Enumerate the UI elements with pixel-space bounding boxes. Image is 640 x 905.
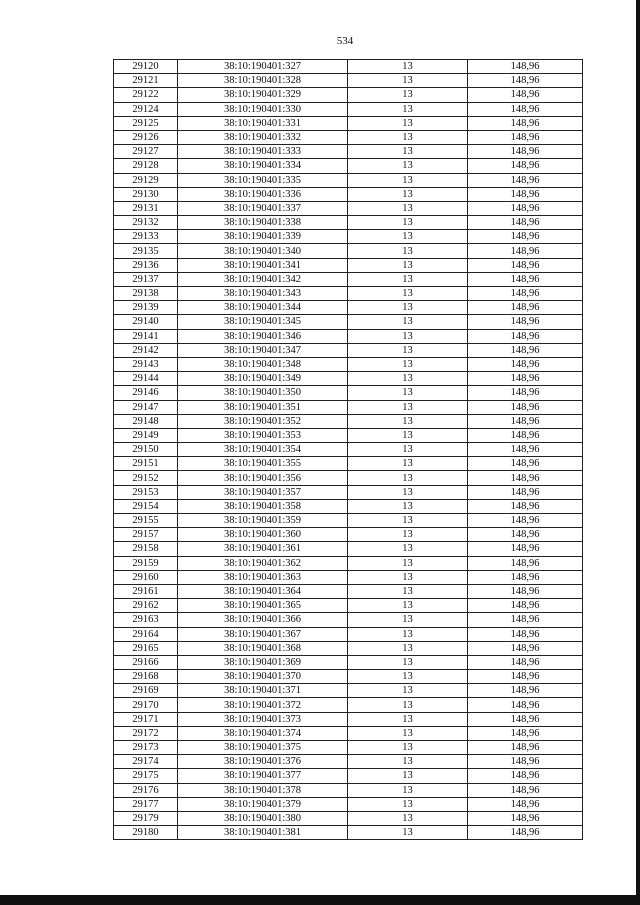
count-cell: 13	[348, 287, 468, 301]
cadastral-number-cell: 38:10:190401:350	[178, 386, 348, 400]
row-number-cell: 29141	[114, 329, 178, 343]
value-cell: 148,96	[468, 428, 583, 442]
table-row	[114, 272, 583, 286]
value-cell: 148,96	[468, 783, 583, 797]
table-row	[114, 287, 583, 301]
cadastral-number-cell: 38:10:190401:343	[178, 287, 348, 301]
row-number-cell: 29180	[114, 826, 178, 840]
count-cell: 13	[348, 159, 468, 173]
cadastral-number-cell: 38:10:190401:341	[178, 258, 348, 272]
table-row	[114, 655, 583, 669]
row-number-cell: 29150	[114, 443, 178, 457]
value-cell: 148,96	[468, 414, 583, 428]
table-row	[114, 457, 583, 471]
value-cell: 148,96	[468, 556, 583, 570]
value-cell: 148,96	[468, 570, 583, 584]
row-number-cell: 29155	[114, 514, 178, 528]
row-number-cell: 29160	[114, 570, 178, 584]
count-cell: 13	[348, 145, 468, 159]
value-cell: 148,96	[468, 471, 583, 485]
row-number-cell: 29120	[114, 60, 178, 74]
count-cell: 13	[348, 826, 468, 840]
cadastral-number-cell: 38:10:190401:375	[178, 741, 348, 755]
count-cell: 13	[348, 783, 468, 797]
value-cell: 148,96	[468, 159, 583, 173]
row-number-cell: 29139	[114, 301, 178, 315]
value-cell: 148,96	[468, 584, 583, 598]
value-cell: 148,96	[468, 684, 583, 698]
count-cell: 13	[348, 670, 468, 684]
count-cell: 13	[348, 698, 468, 712]
table-row	[114, 712, 583, 726]
table-row	[114, 60, 583, 74]
value-cell: 148,96	[468, 244, 583, 258]
cadastral-number-cell: 38:10:190401:339	[178, 230, 348, 244]
count-cell: 13	[348, 173, 468, 187]
count-cell: 13	[348, 258, 468, 272]
row-number-cell: 29152	[114, 471, 178, 485]
value-cell: 148,96	[468, 60, 583, 74]
table-row	[114, 145, 583, 159]
table-row	[114, 258, 583, 272]
table-row	[114, 613, 583, 627]
cadastral-number-cell: 38:10:190401:378	[178, 783, 348, 797]
row-number-cell: 29164	[114, 627, 178, 641]
value-cell: 148,96	[468, 386, 583, 400]
count-cell: 13	[348, 684, 468, 698]
value-cell: 148,96	[468, 372, 583, 386]
row-number-cell: 29148	[114, 414, 178, 428]
row-number-cell: 29170	[114, 698, 178, 712]
row-number-cell: 29122	[114, 88, 178, 102]
table-row	[114, 130, 583, 144]
value-cell: 148,96	[468, 655, 583, 669]
cadastral-number-cell: 38:10:190401:363	[178, 570, 348, 584]
table-row	[114, 343, 583, 357]
count-cell: 13	[348, 641, 468, 655]
count-cell: 13	[348, 74, 468, 88]
count-cell: 13	[348, 726, 468, 740]
cadastral-number-cell: 38:10:190401:357	[178, 485, 348, 499]
row-number-cell: 29169	[114, 684, 178, 698]
table-row	[114, 514, 583, 528]
cadastral-number-cell: 38:10:190401:327	[178, 60, 348, 74]
count-cell: 13	[348, 655, 468, 669]
row-number-cell: 29151	[114, 457, 178, 471]
cadastral-number-cell: 38:10:190401:360	[178, 528, 348, 542]
table-row	[114, 443, 583, 457]
row-number-cell: 29142	[114, 343, 178, 357]
cadastral-number-cell: 38:10:190401:344	[178, 301, 348, 315]
table-row	[114, 116, 583, 130]
row-number-cell: 29125	[114, 116, 178, 130]
row-number-cell: 29154	[114, 499, 178, 513]
cadastral-number-cell: 38:10:190401:345	[178, 315, 348, 329]
value-cell: 148,96	[468, 343, 583, 357]
cadastral-number-cell: 38:10:190401:331	[178, 116, 348, 130]
cadastral-number-cell: 38:10:190401:379	[178, 797, 348, 811]
row-number-cell: 29130	[114, 187, 178, 201]
scan-edge-bottom	[0, 895, 640, 905]
cadastral-number-cell: 38:10:190401:355	[178, 457, 348, 471]
table-row	[114, 244, 583, 258]
row-number-cell: 29168	[114, 670, 178, 684]
count-cell: 13	[348, 386, 468, 400]
table-row	[114, 74, 583, 88]
count-cell: 13	[348, 570, 468, 584]
row-number-cell: 29140	[114, 315, 178, 329]
value-cell: 148,96	[468, 514, 583, 528]
table-row	[114, 797, 583, 811]
count-cell: 13	[348, 797, 468, 811]
table-row	[114, 428, 583, 442]
table-row	[114, 599, 583, 613]
cadastral-number-cell: 38:10:190401:353	[178, 428, 348, 442]
cadastral-number-cell: 38:10:190401:365	[178, 599, 348, 613]
row-number-cell: 29158	[114, 542, 178, 556]
count-cell: 13	[348, 627, 468, 641]
value-cell: 148,96	[468, 726, 583, 740]
row-number-cell: 29157	[114, 528, 178, 542]
count-cell: 13	[348, 457, 468, 471]
table-row	[114, 570, 583, 584]
cadastral-number-cell: 38:10:190401:361	[178, 542, 348, 556]
cadastral-number-cell: 38:10:190401:332	[178, 130, 348, 144]
value-cell: 148,96	[468, 272, 583, 286]
table-row	[114, 826, 583, 840]
row-number-cell: 29174	[114, 755, 178, 769]
count-cell: 13	[348, 414, 468, 428]
table-row	[114, 414, 583, 428]
value-cell: 148,96	[468, 528, 583, 542]
cadastral-number-cell: 38:10:190401:334	[178, 159, 348, 173]
value-cell: 148,96	[468, 88, 583, 102]
table-row	[114, 230, 583, 244]
row-number-cell: 29165	[114, 641, 178, 655]
cadastral-number-cell: 38:10:190401:380	[178, 811, 348, 825]
table-body	[114, 60, 583, 840]
row-number-cell: 29126	[114, 130, 178, 144]
count-cell: 13	[348, 599, 468, 613]
count-cell: 13	[348, 315, 468, 329]
count-cell: 13	[348, 428, 468, 442]
row-number-cell: 29146	[114, 386, 178, 400]
cadastral-number-cell: 38:10:190401:359	[178, 514, 348, 528]
count-cell: 13	[348, 329, 468, 343]
row-number-cell: 29135	[114, 244, 178, 258]
row-number-cell: 29143	[114, 357, 178, 371]
value-cell: 148,96	[468, 755, 583, 769]
count-cell: 13	[348, 514, 468, 528]
value-cell: 148,96	[468, 826, 583, 840]
table-row	[114, 499, 583, 513]
count-cell: 13	[348, 201, 468, 215]
table-row	[114, 783, 583, 797]
count-cell: 13	[348, 741, 468, 755]
row-number-cell: 29129	[114, 173, 178, 187]
table-row	[114, 769, 583, 783]
count-cell: 13	[348, 584, 468, 598]
count-cell: 13	[348, 811, 468, 825]
cadastral-number-cell: 38:10:190401:346	[178, 329, 348, 343]
cadastral-number-cell: 38:10:190401:330	[178, 102, 348, 116]
value-cell: 148,96	[468, 769, 583, 783]
cadastral-number-cell: 38:10:190401:337	[178, 201, 348, 215]
value-cell: 148,96	[468, 173, 583, 187]
value-cell: 148,96	[468, 74, 583, 88]
cadastral-number-cell: 38:10:190401:340	[178, 244, 348, 258]
cadastral-number-cell: 38:10:190401:376	[178, 755, 348, 769]
table-row	[114, 811, 583, 825]
table-row	[114, 584, 583, 598]
count-cell: 13	[348, 244, 468, 258]
value-cell: 148,96	[468, 641, 583, 655]
table-row	[114, 726, 583, 740]
value-cell: 148,96	[468, 627, 583, 641]
value-cell: 148,96	[468, 670, 583, 684]
count-cell: 13	[348, 88, 468, 102]
table-row	[114, 485, 583, 499]
cadastral-number-cell: 38:10:190401:367	[178, 627, 348, 641]
table-row	[114, 641, 583, 655]
count-cell: 13	[348, 102, 468, 116]
row-number-cell: 29128	[114, 159, 178, 173]
row-number-cell: 29179	[114, 811, 178, 825]
count-cell: 13	[348, 613, 468, 627]
value-cell: 148,96	[468, 400, 583, 414]
row-number-cell: 29159	[114, 556, 178, 570]
value-cell: 148,96	[468, 698, 583, 712]
value-cell: 148,96	[468, 357, 583, 371]
row-number-cell: 29127	[114, 145, 178, 159]
cadastral-number-cell: 38:10:190401:333	[178, 145, 348, 159]
cadastral-number-cell: 38:10:190401:362	[178, 556, 348, 570]
count-cell: 13	[348, 485, 468, 499]
cadastral-number-cell: 38:10:190401:374	[178, 726, 348, 740]
cadastral-number-cell: 38:10:190401:336	[178, 187, 348, 201]
row-number-cell: 29144	[114, 372, 178, 386]
cadastral-number-cell: 38:10:190401:338	[178, 216, 348, 230]
value-cell: 148,96	[468, 329, 583, 343]
count-cell: 13	[348, 272, 468, 286]
table-row	[114, 400, 583, 414]
table-row	[114, 684, 583, 698]
row-number-cell: 29132	[114, 216, 178, 230]
cadastral-number-cell: 38:10:190401:347	[178, 343, 348, 357]
table-row	[114, 372, 583, 386]
cadastral-number-cell: 38:10:190401:381	[178, 826, 348, 840]
row-number-cell: 29138	[114, 287, 178, 301]
value-cell: 148,96	[468, 542, 583, 556]
cadastral-number-cell: 38:10:190401:366	[178, 613, 348, 627]
count-cell: 13	[348, 116, 468, 130]
table-row	[114, 187, 583, 201]
table-row	[114, 670, 583, 684]
cadastral-number-cell: 38:10:190401:349	[178, 372, 348, 386]
row-number-cell: 29131	[114, 201, 178, 215]
table-row	[114, 386, 583, 400]
table-row	[114, 159, 583, 173]
page-number: 534	[336, 35, 354, 47]
table-row	[114, 357, 583, 371]
value-cell: 148,96	[468, 230, 583, 244]
row-number-cell: 29161	[114, 584, 178, 598]
value-cell: 148,96	[468, 145, 583, 159]
scan-edge-right	[636, 0, 640, 905]
table-row	[114, 698, 583, 712]
table-row	[114, 102, 583, 116]
cadastral-number-cell: 38:10:190401:348	[178, 357, 348, 371]
table-row	[114, 315, 583, 329]
table-row	[114, 301, 583, 315]
row-number-cell: 29137	[114, 272, 178, 286]
row-number-cell: 29124	[114, 102, 178, 116]
table-row	[114, 216, 583, 230]
cadastral-number-cell: 38:10:190401:369	[178, 655, 348, 669]
row-number-cell: 29133	[114, 230, 178, 244]
count-cell: 13	[348, 769, 468, 783]
value-cell: 148,96	[468, 258, 583, 272]
value-cell: 148,96	[468, 287, 583, 301]
count-cell: 13	[348, 372, 468, 386]
table-row	[114, 329, 583, 343]
count-cell: 13	[348, 542, 468, 556]
value-cell: 148,96	[468, 187, 583, 201]
value-cell: 148,96	[468, 712, 583, 726]
row-number-cell: 29176	[114, 783, 178, 797]
value-cell: 148,96	[468, 457, 583, 471]
row-number-cell: 29147	[114, 400, 178, 414]
value-cell: 148,96	[468, 130, 583, 144]
cadastral-number-cell: 38:10:190401:372	[178, 698, 348, 712]
cadastral-number-cell: 38:10:190401:370	[178, 670, 348, 684]
cadastral-number-cell: 38:10:190401:364	[178, 584, 348, 598]
count-cell: 13	[348, 400, 468, 414]
row-number-cell: 29149	[114, 428, 178, 442]
cadastral-number-cell: 38:10:190401:371	[178, 684, 348, 698]
cadastral-number-cell: 38:10:190401:335	[178, 173, 348, 187]
value-cell: 148,96	[468, 301, 583, 315]
count-cell: 13	[348, 301, 468, 315]
table-row	[114, 173, 583, 187]
row-number-cell: 29166	[114, 655, 178, 669]
count-cell: 13	[348, 471, 468, 485]
table-row	[114, 88, 583, 102]
table-row	[114, 542, 583, 556]
value-cell: 148,96	[468, 797, 583, 811]
cadastral-number-cell: 38:10:190401:328	[178, 74, 348, 88]
data-table	[113, 59, 583, 840]
count-cell: 13	[348, 755, 468, 769]
value-cell: 148,96	[468, 811, 583, 825]
cadastral-number-cell: 38:10:190401:356	[178, 471, 348, 485]
table-row	[114, 741, 583, 755]
value-cell: 148,96	[468, 485, 583, 499]
row-number-cell: 29163	[114, 613, 178, 627]
count-cell: 13	[348, 343, 468, 357]
table-row	[114, 627, 583, 641]
row-number-cell: 29177	[114, 797, 178, 811]
count-cell: 13	[348, 216, 468, 230]
row-number-cell: 29153	[114, 485, 178, 499]
cadastral-number-cell: 38:10:190401:354	[178, 443, 348, 457]
row-number-cell: 29136	[114, 258, 178, 272]
row-number-cell: 29175	[114, 769, 178, 783]
cadastral-number-cell: 38:10:190401:351	[178, 400, 348, 414]
count-cell: 13	[348, 528, 468, 542]
table-row	[114, 471, 583, 485]
value-cell: 148,96	[468, 499, 583, 513]
value-cell: 148,96	[468, 613, 583, 627]
value-cell: 148,96	[468, 216, 583, 230]
row-number-cell: 29171	[114, 712, 178, 726]
count-cell: 13	[348, 443, 468, 457]
value-cell: 148,96	[468, 201, 583, 215]
value-cell: 148,96	[468, 741, 583, 755]
cadastral-number-cell: 38:10:190401:373	[178, 712, 348, 726]
count-cell: 13	[348, 130, 468, 144]
row-number-cell: 29172	[114, 726, 178, 740]
count-cell: 13	[348, 187, 468, 201]
count-cell: 13	[348, 499, 468, 513]
cadastral-number-cell: 38:10:190401:377	[178, 769, 348, 783]
count-cell: 13	[348, 712, 468, 726]
value-cell: 148,96	[468, 102, 583, 116]
cadastral-number-cell: 38:10:190401:358	[178, 499, 348, 513]
value-cell: 148,96	[468, 443, 583, 457]
row-number-cell: 29121	[114, 74, 178, 88]
count-cell: 13	[348, 230, 468, 244]
cadastral-number-cell: 38:10:190401:342	[178, 272, 348, 286]
value-cell: 148,96	[468, 116, 583, 130]
cadastral-number-cell: 38:10:190401:368	[178, 641, 348, 655]
value-cell: 148,96	[468, 315, 583, 329]
table-row	[114, 528, 583, 542]
table-row	[114, 755, 583, 769]
table-row	[114, 201, 583, 215]
count-cell: 13	[348, 60, 468, 74]
cadastral-number-cell: 38:10:190401:329	[178, 88, 348, 102]
cadastral-number-cell: 38:10:190401:352	[178, 414, 348, 428]
count-cell: 13	[348, 556, 468, 570]
count-cell: 13	[348, 357, 468, 371]
row-number-cell: 29162	[114, 599, 178, 613]
value-cell: 148,96	[468, 599, 583, 613]
table-row	[114, 556, 583, 570]
row-number-cell: 29173	[114, 741, 178, 755]
